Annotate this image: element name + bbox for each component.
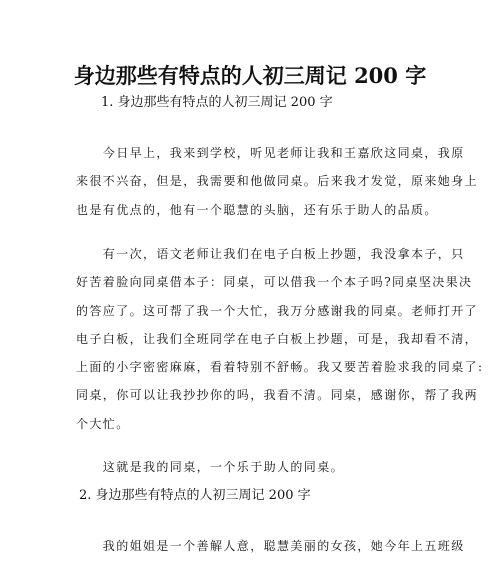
subheading-1: 1. 身边那些有特点的人初三周记 200 字	[101, 95, 333, 110]
paragraph-2	[76, 240, 484, 438]
paragraph-line: 今日早上，我来到学校，听见老师让我和王嘉欣这同桌，我原	[76, 146, 465, 160]
paragraph-line: 来很不兴奋，但是，我需要和他做同桌。后来我才发觉，原来她身上	[76, 174, 479, 189]
paragraph-line: 这就是我的同桌，一个乐于助人的同桌。	[76, 460, 345, 474]
document-title: 身边那些有特点的人初三周记 200 字	[73, 63, 427, 88]
paragraph-line: 也是有优点的，他有一个聪慧的头脑，还有乐于助人的品质。	[76, 202, 438, 217]
paragraph-line: 电子白板，让我们全班同学在电子白板上抄题，可是，我却看不清，	[76, 331, 479, 346]
paragraph-line: 上面的小字密密麻麻，看着特别不舒畅。我又要苦着脸求我的同桌了:	[76, 360, 484, 375]
paragraph-4	[76, 532, 465, 560]
paragraph-line: 的答应了。这可帮了我一个大忙，我万分感谢我的同桌。老师打开了	[76, 303, 479, 318]
paragraph-line: 好苦着脸向同桌借本子：同桌，可以借我一个本子吗?同桌坚决果决	[76, 275, 473, 290]
subheading-2: 2. 身边那些有特点的人初三周记 200 字	[79, 488, 311, 503]
paragraph-line: 同桌，你可以让我抄抄你的吗，我看不清。同桌，感谢你，帮了我两	[76, 388, 479, 403]
paragraph-3	[76, 453, 428, 481]
paragraph-line: 有一次，语文老师让我们在电子白板上抄题，我没拿本子，只	[76, 247, 465, 261]
paragraph-line: 个大忙。	[76, 416, 130, 431]
paragraph-line: 我的姐姐是一个善解人意，聪慧美丽的女孩，她今年上五班级	[76, 539, 465, 553]
paragraph-1	[76, 139, 479, 224]
